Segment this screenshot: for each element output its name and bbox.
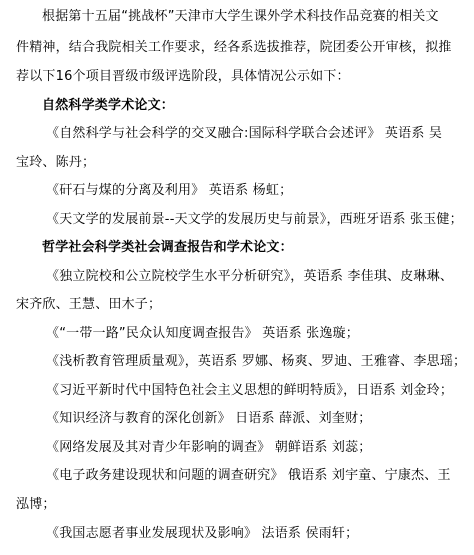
section-heading-natural-science: 自然科学类学术论文： (42, 98, 175, 113)
entry-9: 《网络发展及其对青少年影响的调查》 朝鲜语系 刘蕊； (46, 440, 372, 455)
intro-line-3: 荐以下16个项目晋级市级评选阶段，具体情况公示如下： (16, 69, 350, 84)
entry-3: 《天文学的发展前景--天文学的发展历史与前景》，西班牙语系 张玉健； (46, 212, 463, 227)
entry-6: 《浅析教育管理质量观》，英语系 罗娜、杨爽、罗迪、王雅睿、李思瑶； (46, 354, 467, 369)
entry-4-line-2: 宋齐欣、王慧、田木子； (16, 297, 162, 312)
intro-line-1: 根据第十五届“挑战杯”天津市大学生课外学术科技作品竞赛的相关文 (42, 9, 439, 24)
entry-10-line-1: 《电子政务建设现状和问题的调查研究》 俄语系 刘宇童、宁康杰、王 (46, 468, 451, 483)
entry-1-line-2: 宝玲、陈丹； (16, 155, 96, 170)
entry-8: 《知识经济与教育的深化创新》 日语系 薛派、刘奎财； (46, 411, 372, 426)
entry-5: 《“一带一路”民众认知度调查报告》 英语系 张逸璇； (46, 326, 359, 341)
entry-1-line-1: 《自然科学与社会科学的交叉融合:国际科学联合会述评》 英语系 吴 (46, 126, 443, 141)
entry-10-line-2: 泓博； (16, 497, 56, 512)
intro-line-2: 件精神，结合我院相关工作要求，经各系选拔推荐，院团委公开审核，拟推 (16, 40, 452, 55)
entry-4-line-1: 《独立院校和公立院校学生水平分析研究》，英语系 李佳琪、皮琳琳、 (46, 269, 454, 284)
entry-11: 《我国志愿者事业发展现状及影响》 法语系 侯雨轩； (46, 526, 359, 541)
entry-7: 《习近平新时代中国特色社会主义思想的鲜明特质》，日语系 刘金玲； (46, 383, 454, 398)
section-heading-social-science: 哲学社会科学类社会调查报告和学术论文： (42, 240, 293, 255)
entry-2: 《矸石与煤的分离及利用》 英语系 杨虹； (46, 183, 293, 198)
